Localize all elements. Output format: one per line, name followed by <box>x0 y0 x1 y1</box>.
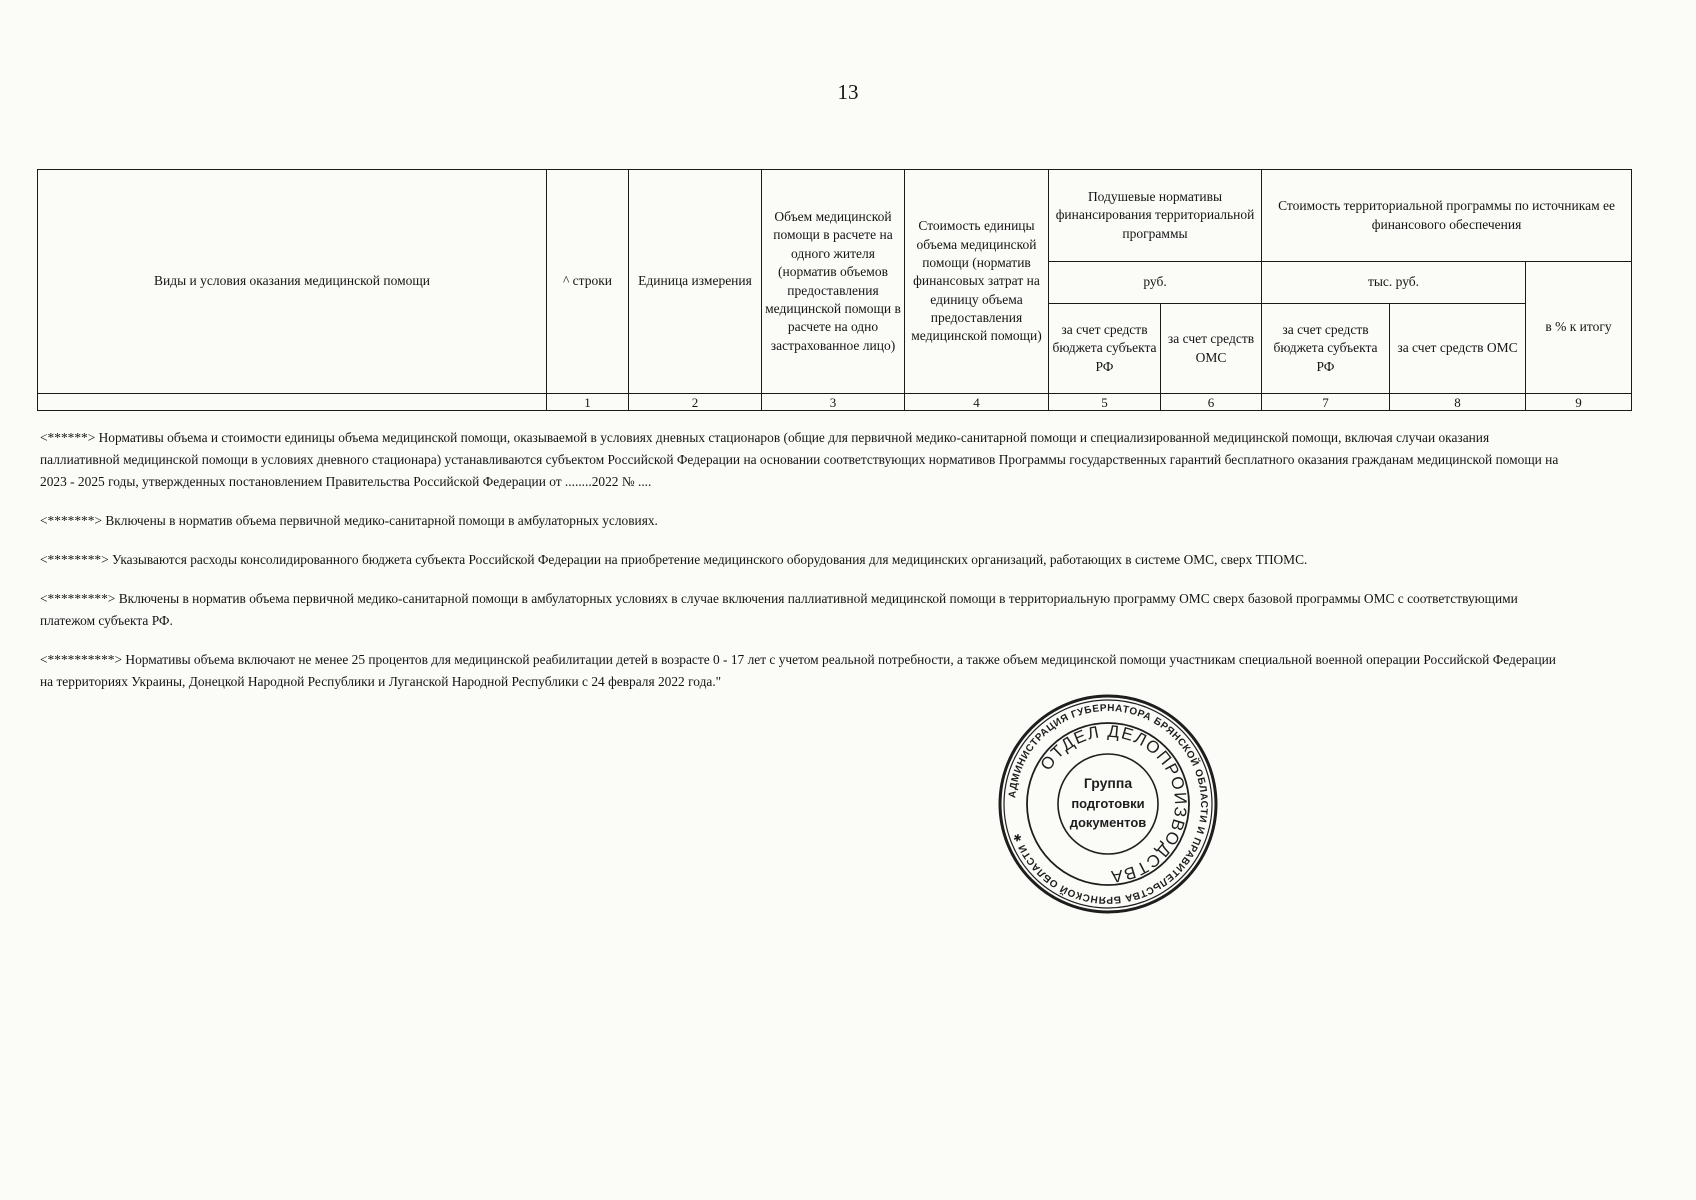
column-number: 7 <box>1262 394 1390 411</box>
column-number: 8 <box>1390 394 1526 411</box>
stamp-outer-ring-text: АДМИНИСТРАЦИЯ ГУБЕРНАТОРА БРЯНСКОЙ ОБЛАСТИ И ПРАВИТЕЛЬСТВА БРЯНСКОЙ ОБЛАСТИ ✱ <box>1007 702 1210 906</box>
norms-table <box>37 169 1632 411</box>
column-number: 9 <box>1526 394 1632 411</box>
page-number: 13 <box>837 80 859 104</box>
header-budget-subject-2: за счет средств бюджета субъекта РФ <box>1262 304 1390 394</box>
stamp-center-line: документов <box>1069 815 1147 830</box>
footnote: <*******> Включены в норматив объема первичной медико-санитарной помощи в амбулаторных условиях. <box>40 513 658 528</box>
header-budget-subject: за счет средств бюджета субъекта РФ <box>1049 304 1161 394</box>
header-percent-total: в % к итогу <box>1526 262 1632 394</box>
column-number: 4 <box>905 394 1049 411</box>
header-thousand-rub: тыс. руб. <box>1262 262 1526 304</box>
official-stamp <box>997 693 1219 915</box>
column-number: 1 <box>547 394 629 411</box>
footnotes <box>40 427 1560 710</box>
header-oms-funds: за счет средств ОМС <box>1161 304 1262 394</box>
header-volume: Объем медицинской помощи в расчете на одного жителя (норматив объемов предоставления медицинской помощи в расчете на одно застрахованное лицо) <box>762 170 905 394</box>
header-kinds: Виды и условия оказания медицинской помощи <box>38 170 547 394</box>
column-number: 5 <box>1049 394 1161 411</box>
header-rub: руб. <box>1049 262 1262 304</box>
stamp-seal-icon <box>997 693 1219 915</box>
column-number-empty <box>38 394 547 411</box>
column-number: 3 <box>762 394 905 411</box>
footnote: <******> Нормативы объема и стоимости единицы объема медицинской помощи, оказываемой в условиях дневных стационаров (общие для первичной медико-санитарной помощи и специализированной медицинской помощи, включая случаи оказания паллиативной медицинской помощи в условиях дневного стационара) устанавливаются субъектом Российской Федерации на основании соответствующих нормативов Программы государственных гарантий бесплатного оказания гражданам медицинской помощи на 2023 - 2025 годы, утвержденных постановлением Правительства Российской Федерации от ........2022 № .... <box>40 430 1559 489</box>
stamp-inner-ring-text: ОТДЕЛ ДЕЛОПРОИЗВОДСТВА <box>1036 721 1191 887</box>
column-number: 2 <box>629 394 762 411</box>
column-number: 6 <box>1161 394 1262 411</box>
footnote: <**********> Нормативы объема включают не менее 25 процентов для медицинской реабилитации детей в возрасте 0 - 17 лет с учетом реальной потребности, а также объем медицинской помощи участникам специальной военной операции Российской Федерации на территориях Украины, Донецкой Народной Республики и Луганской Народной Республики с 24 февраля 2022 года." <box>40 652 1556 689</box>
header-row-number: ^ строки <box>547 170 629 394</box>
footnote: <********> Указываются расходы консолидированного бюджета субъекта Российской Федерации на приобретение медицинского оборудования для медицинских организаций, работающих в системе ОМС, сверх ТПОМС. <box>40 552 1308 567</box>
stamp-center-line: Группа <box>1083 775 1133 791</box>
header-unit: Единица измерения <box>629 170 762 394</box>
header-cost-unit: Стоимость единицы объема медицинской помощи (норматив финансовых затрат на единицу объема предоставления медицинской помощи) <box>905 170 1049 394</box>
header-territorial-cost: Стоимость территориальной программы по источникам ее финансового обеспечения <box>1262 170 1632 262</box>
footnote: <*********> Включены в норматив объема первичной медико-санитарной помощи в амбулаторных условиях в случае включения паллиативной медицинской помощи в территориальную программу ОМС сверх базовой программы ОМС с соответствующими платежом субъекта РФ. <box>40 591 1518 628</box>
header-oms-funds-2: за счет средств ОМС <box>1390 304 1526 394</box>
header-per-capita: Подушевые нормативы финансирования территориальной программы <box>1049 170 1262 262</box>
stamp-center-line: подготовки <box>1071 796 1145 811</box>
